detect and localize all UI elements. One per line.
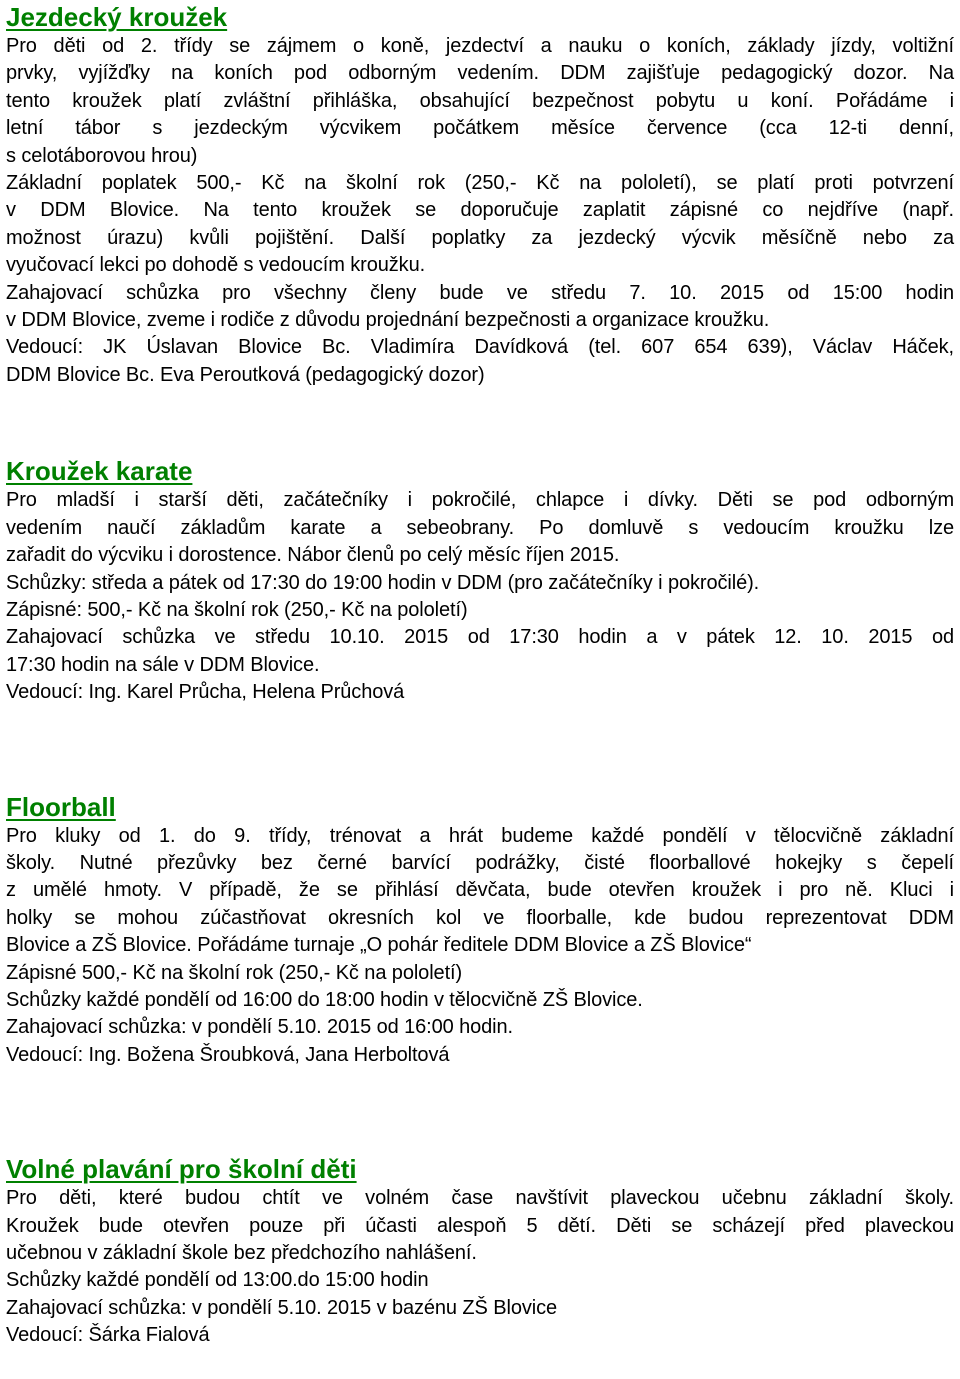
text-line: Pro kluky od 1. do 9. třídy, trénovat a hrát budeme každé pondělí v tělocvičně základní (6, 824, 954, 847)
text-line: Vedoucí: Ing. Karel Průcha, Helena Průchová (6, 681, 405, 704)
text-line: Schůzky: středa a pátek od 17:30 do 19:00 hodin v DDM (pro začátečníky i pokročilé). (6, 571, 760, 594)
section-body (6, 487, 954, 706)
section-spacer (6, 389, 954, 455)
text-line: z umělé hmoty. V případě, že se přihlásí děvčata, bude otevřen kroužek i pro ně. Kluci i (6, 879, 954, 902)
text-line: letní tábor s jezdeckým výcvikem počátkem měsíce července (cca 12-ti denní, (6, 117, 954, 140)
section-body (6, 1185, 954, 1349)
text-line: holky se mohou zúčastňovat okresních kol ve floorballe, kde budou reprezentovat DDM (6, 906, 954, 929)
text-line: v DDM Blovice, zveme i rodiče z důvodu projednání bezpečnosti a organizace kroužku. (6, 309, 770, 332)
section-body (6, 33, 954, 389)
text-line: Zahajovací schůzka: v pondělí 5.10. 2015 v bazénu ZŠ Blovice (6, 1296, 558, 1319)
section-krouzek-karate (6, 455, 954, 706)
text-line: Zahajovací schůzka pro všechny členy bude ve středu 7. 10. 2015 od 15:00 hodin (6, 281, 954, 304)
text-line: možnost úrazu) kvůli pojištění. Další poplatky za jezdecký výcvik měsíčně nebo za (6, 226, 954, 249)
text-line: vedením naučí základům karate a sebeobrany. Po domluvě s vedoucím kroužku lze (6, 516, 954, 539)
section-title: Volné plavání pro školní děti (6, 1154, 357, 1185)
section-volne-plavani (6, 1153, 954, 1349)
text-line: tento kroužek platí zvláštní přihláška, obsahující bezpečnost pobytu u koní. Pořádáme i (6, 89, 954, 112)
text-line: Pro děti od 2. třídy se zájmem o koně, jezdectví a nauku o koních, základy jízdy, voltižní (6, 35, 954, 57)
text-line: Pro mladší i starší děti, začátečníky i pokročilé, chlapce i dívky. Děti se pod odborným (6, 489, 954, 512)
text-line: Vedoucí: Ing. Božena Šroubková, Jana Herboltová (6, 1043, 450, 1066)
text-line: v DDM Blovice. Na tento kroužek se doporučuje zaplatit zápisné co nejdříve (např. (6, 199, 954, 222)
text-line: školy. Nutné přezůvky bez černé barvící podrážky, čisté floorballové hokejky s čepelí (6, 851, 954, 874)
text-line: Zahajovací schůzka: v pondělí 5.10. 2015 od 16:00 hodin. (6, 1016, 513, 1039)
text-line: Zahajovací schůzka ve středu 10.10. 2015 od 17:30 hodin a v pátek 12. 10. 2015 od (6, 626, 954, 649)
text-line: Zápisné 500,- Kč na školní rok (250,- Kč na pololetí) (6, 961, 463, 984)
section-title: Jezdecký kroužek (6, 2, 228, 32)
text-line: Základní poplatek 500,- Kč na školní rok (250,- Kč na pololetí), se platí proti potvrzení (6, 172, 954, 195)
section-title: Floorball (6, 791, 116, 822)
text-line: Schůzky každé pondělí od 16:00 do 18:00 hodin v tělocvičně ZŠ Blovice. (6, 988, 643, 1011)
section-title: Kroužek karate (6, 456, 193, 487)
text-line: Vedoucí: JK Úslavan Blovice Bc. Vladimíra Davídková (tel. 607 654 639), Václav Háček, (6, 336, 954, 359)
text-line: Zápisné: 500,- Kč na školní rok (250,- Kč na pololetí) (6, 598, 468, 621)
text-line: Schůzky každé pondělí od 13:00.do 15:00 hodin (6, 1269, 429, 1292)
text-line: Kroužek bude otevřen pouze při účasti alespoň 5 dětí. Děti se scházejí před plaveckou (6, 1214, 954, 1237)
section-floorball (6, 791, 954, 1070)
text-line: Blovice a ZŠ Blovice. Pořádáme turnaje „O pohár ředitele DDM Blovice a ZŠ Blovice“ (6, 934, 752, 957)
text-line: 17:30 hodin na sále v DDM Blovice. (6, 653, 320, 676)
text-line: s celotáborovou hrou) (6, 144, 198, 167)
text-line: učebnou v základní škole bez předchozího nahlášení. (6, 1242, 477, 1264)
text-line: zařadit do výcviku i dorostence. Nábor členů po celý měsíc říjen 2015. (6, 544, 620, 567)
text-line: DDM Blovice Bc. Eva Peroutková (pedagogický dozor) (6, 363, 485, 386)
text-line: vyučovací lekci po dohodě s vedoucím kroužku. (6, 254, 426, 277)
section-spacer (6, 707, 954, 791)
section-jezdecky-krouzek (6, 0, 954, 389)
text-line: Vedoucí: Šárka Fialová (6, 1324, 210, 1347)
text-line: prvky, vyjížďky na koních pod odborným vedením. DDM zajišťuje pedagogický dozor. Na (6, 62, 954, 85)
section-spacer (6, 1069, 954, 1153)
text-line: Pro děti, které budou chtít ve volném čase navštívit plaveckou učebnu základní školy. (6, 1187, 954, 1210)
section-body (6, 823, 954, 1070)
